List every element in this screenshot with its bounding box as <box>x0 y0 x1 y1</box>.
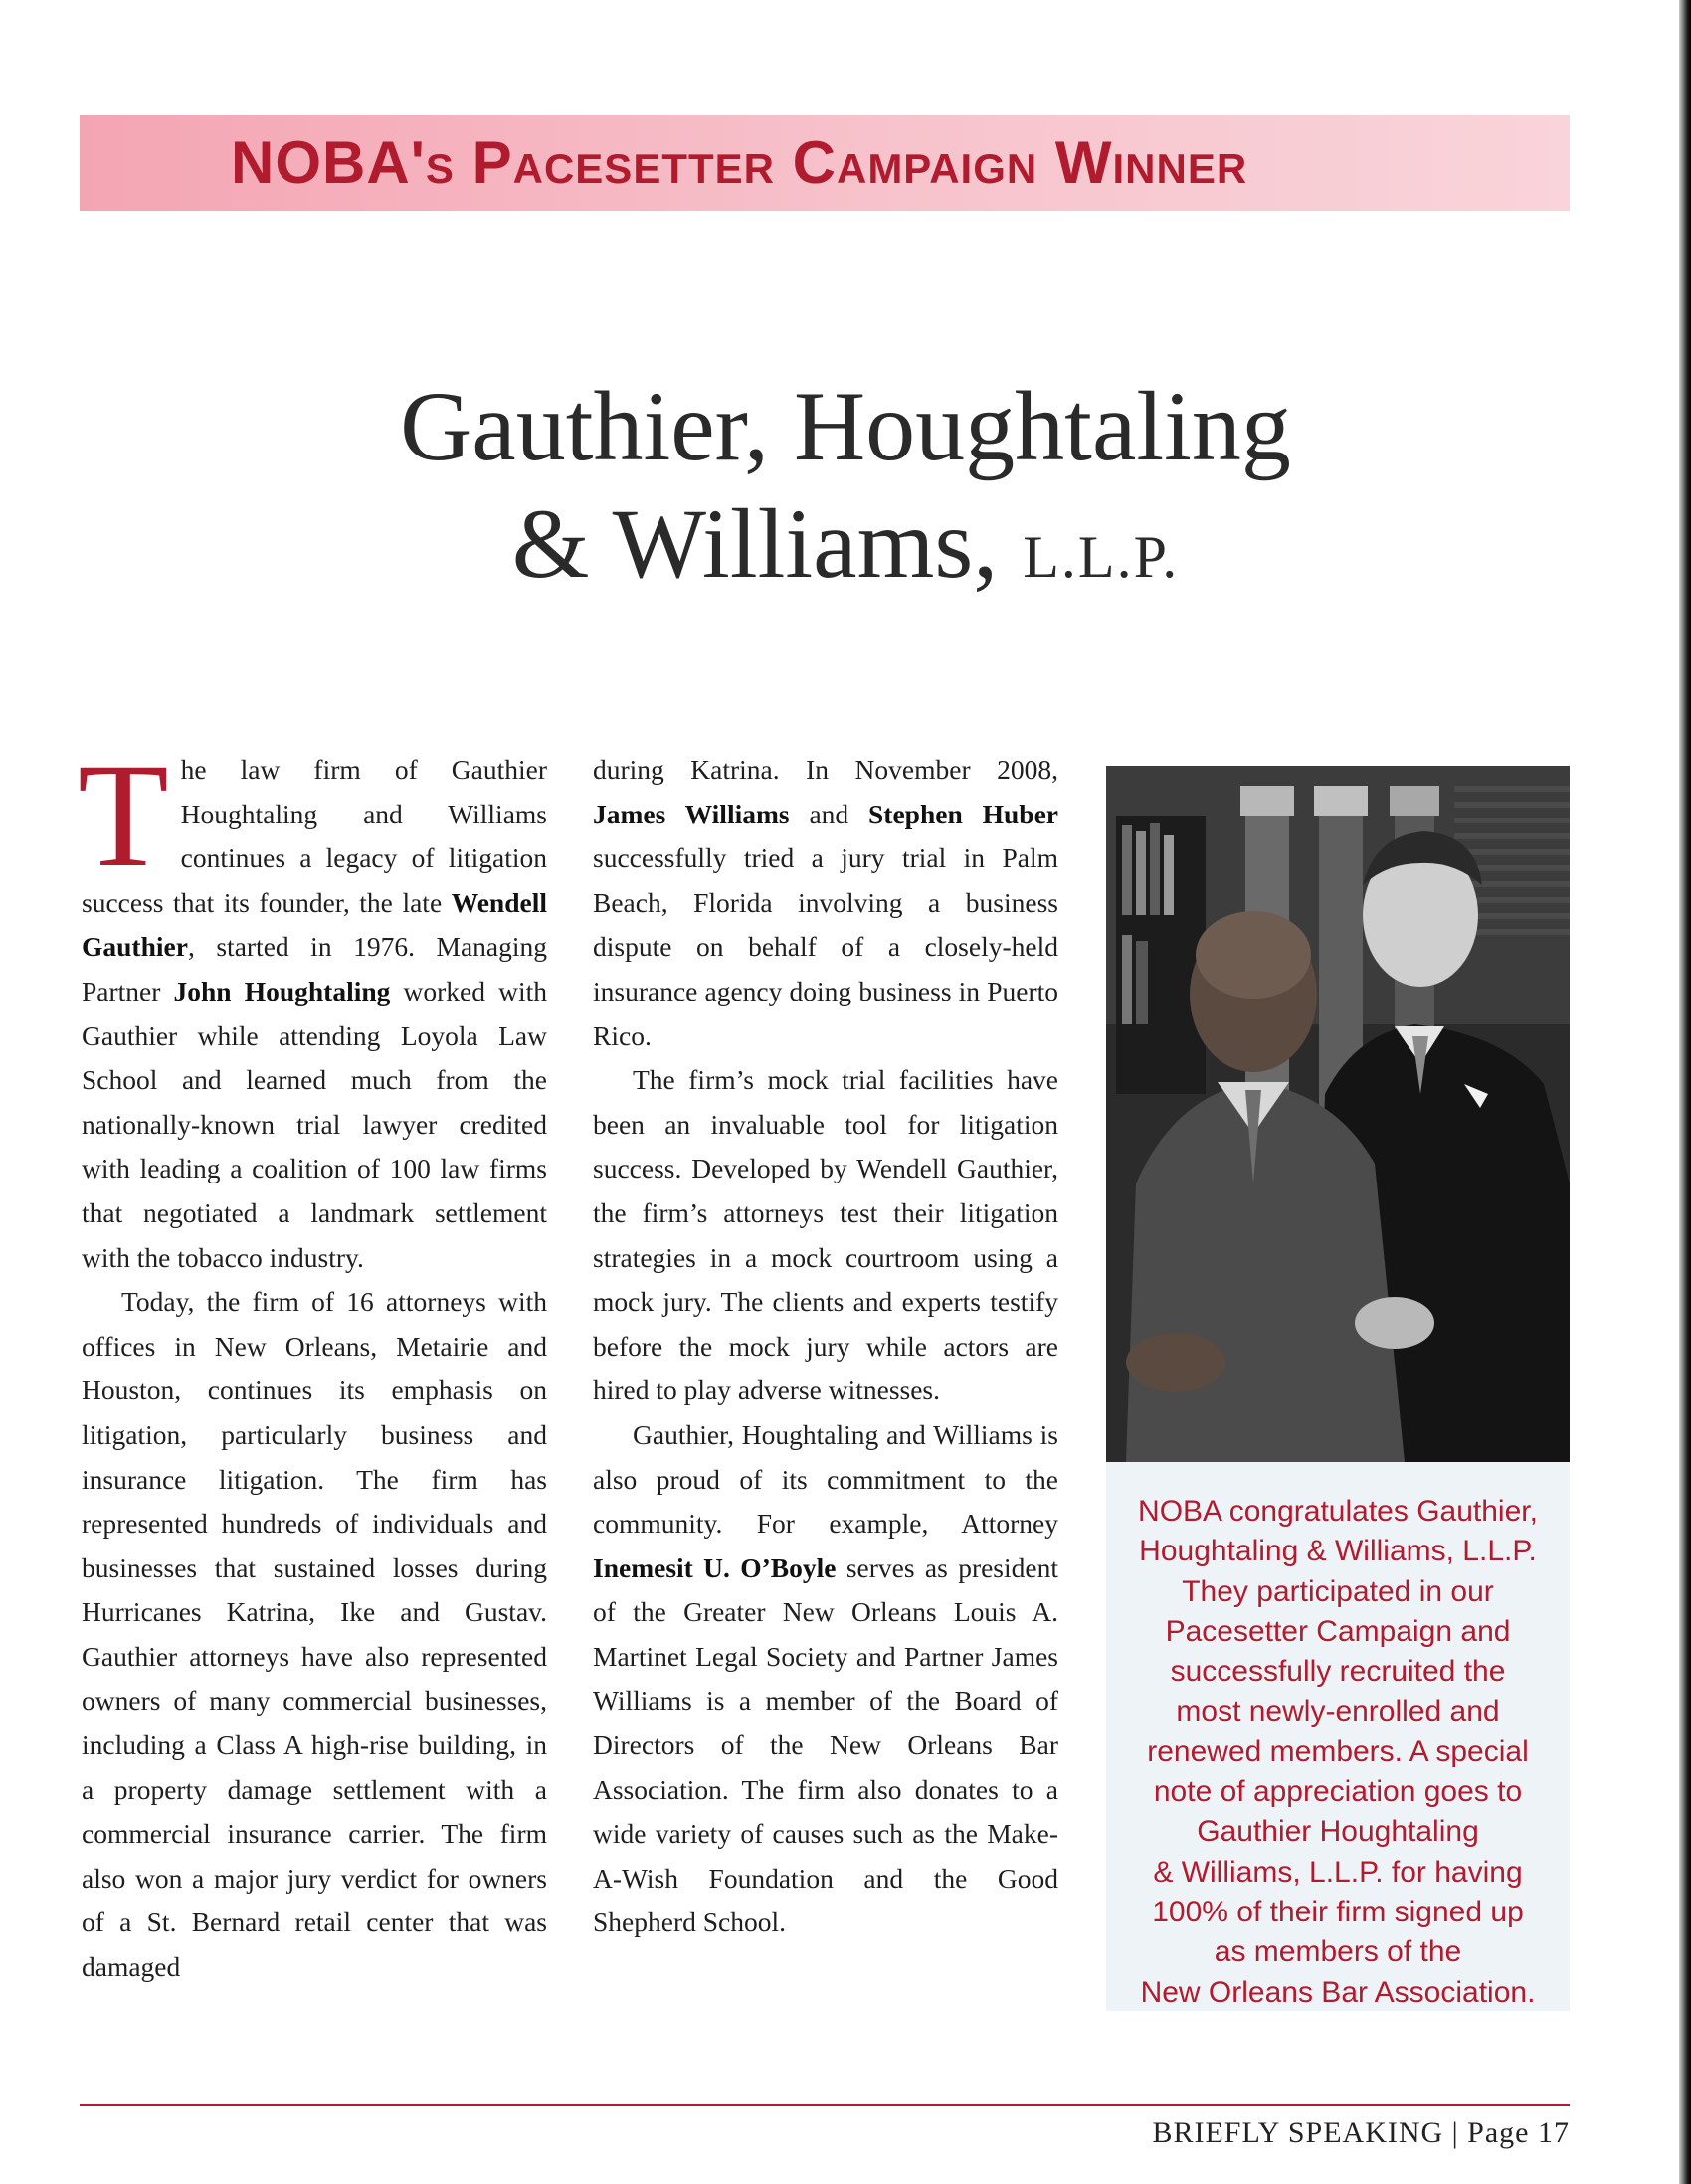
drop-cap: T <box>78 733 169 898</box>
paragraph-2: Today, the firm of 16 attorneys with offices in New Orleans, Metairie and Houston, continues its emphasis on litigation, particularly business and insurance litigation. The firm has represented hundreds of individuals and businesses that sustained losses during Hurricanes Katrina, Ike and Gustav. Gauthier attorneys have also represented owners of many commercial businesses, including a Class A high-rise building, in a property damage settlement with a commercial insurance carrier. The firm also won a major jury verdict for owners of a St. Bernard retail center that was damaged <box>82 1286 547 1983</box>
name-james-williams: James Williams <box>593 798 790 829</box>
footer-divider <box>80 2104 1570 2106</box>
banner-title: NOBA's Pacesetter Campaign Winner <box>231 129 1248 196</box>
name-inemesit-oboyle: Inemesit U. O’Boyle <box>593 1551 837 1583</box>
page-edge-shadow <box>1679 0 1691 2184</box>
photo-caption: NOBA congratulates Gauthier, Houghtaling & Williams, L.L.P. They participated in our Pacesetter Campaign and successfully recruited the most newly-enrolled and renewed members. A special note of appreciation goes to Gauthier Houghtaling & Williams, L.L.P. for having 100% of their firm signed up as members of the New Orleans Bar Association. <box>1138 1495 1538 2009</box>
paragraph-3: during Katrina. In November 2008, James Williams and Stephen Huber successfully tried a jury trial in Palm Beach, Florida involving a business dispute on behalf of a closely-held insurance agency doing business in Puerto Rico. <box>593 754 1058 1051</box>
article-column-2 <box>593 748 1058 1945</box>
name-john-houghtaling: John Houghtaling <box>173 975 391 1006</box>
section-banner <box>80 115 1570 211</box>
title-line-2 <box>0 485 1691 616</box>
title-line-2-main: & Williams, <box>511 488 1024 599</box>
title-line-1: Gauthier, Houghtaling <box>400 371 1291 481</box>
photo-illustration <box>1106 766 1570 1462</box>
page-footer: BRIEFLY SPEAKING | Page 17 <box>1152 2116 1570 2149</box>
article-title <box>0 368 1691 616</box>
paragraph-5: Gauthier, Houghtaling and Williams is also proud of its commitment to the community. For example, Attorney Inemesit U. O’Boyle serves as president of the Greater New Orleans Louis A. Martinet Legal Society and Partner James Williams is a member of the Board of Directors of the New Orleans Bar Association. The firm also donates to a wide variety of causes such as the Make-A-Wish Foundation and the Good Shepherd School. <box>593 1418 1058 1938</box>
name-wendell-gauthier: Wendell Gauthier <box>82 886 547 963</box>
name-stephen-huber: Stephen Huber <box>868 798 1058 829</box>
attorneys-photo <box>1106 766 1570 1462</box>
paragraph-1: The law firm of Gauthier Houghtaling and Williams continues a legacy of litigation success that its founder, the late Wendell Gauthier, started in 1976. Managing Partner John Houghtaling worked with Gauthier while attending Loyola Law School and learned much from the nationally-known trial lawyer credited with leading a coalition of 100 law firms that negotiated a landmark settlement with the tobacco industry. <box>78 733 547 1273</box>
title-suffix: L.L.P. <box>1023 524 1180 590</box>
paragraph-4: The firm’s mock trial facilities have been an invaluable tool for litigation success. Developed by Wendell Gauthier, the firm’s attorneys test their litigation strategies in a mock courtroom using a mock jury. The clients and experts testify before the mock jury while actors are hired to play adverse witnesses. <box>593 1064 1058 1406</box>
article-column-1 <box>78 733 547 1990</box>
